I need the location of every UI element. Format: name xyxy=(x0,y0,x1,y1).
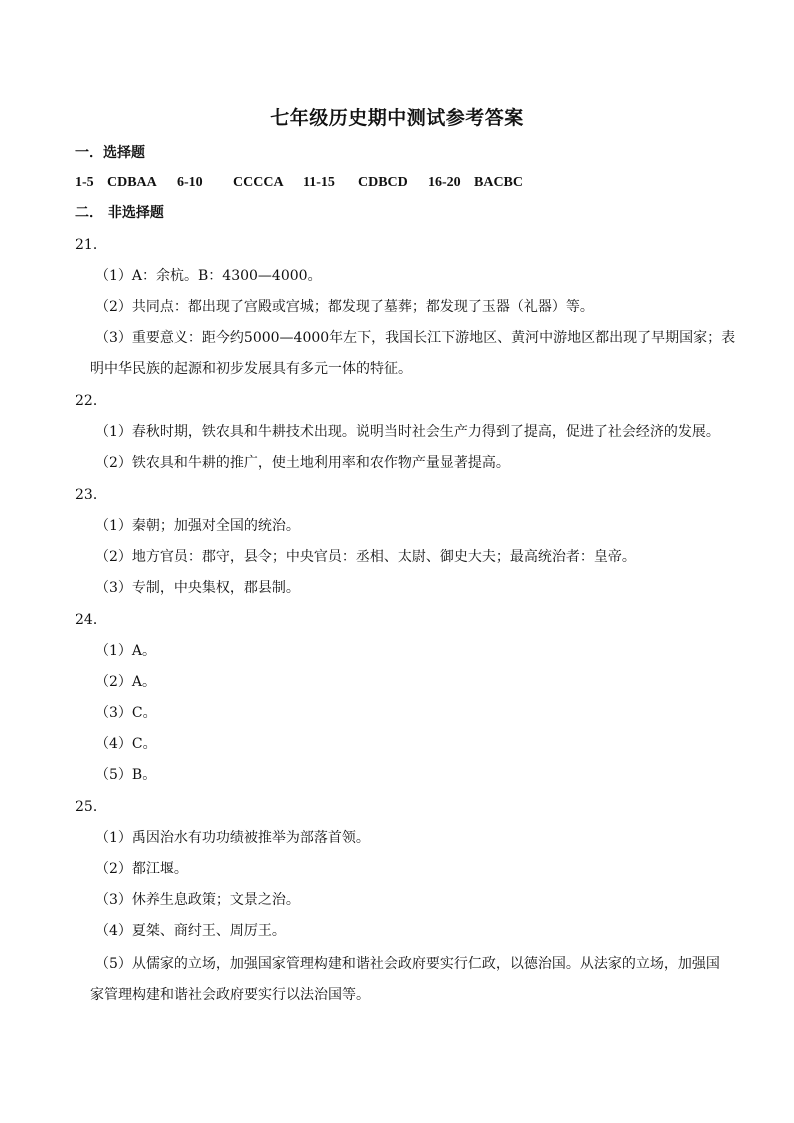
q25-answer-2: （2）都江堰。 xyxy=(95,861,188,877)
question-24-number: 24． xyxy=(75,612,107,628)
page-title: 七年级历史期中测试参考答案 xyxy=(270,107,524,129)
q24-answer-5: （5）B。 xyxy=(95,767,157,783)
mc-letters-1: CDBAA xyxy=(107,175,157,190)
mc-letters-3: CDBCD xyxy=(358,175,408,190)
q25-answer-5-line-1: （5）从儒家的立场，加强国家管理构建和谐社会政府要实行仁政，以德治国。从法家的立场，加强国 xyxy=(95,956,720,972)
q22-answer-1: （1）春秋时期，铁农具和牛耕技术出现。说明当时社会生产力得到了提高，促进了社会经济的发展。 xyxy=(95,424,720,440)
q25-answer-5-line-2: 家管理构建和谐社会政府要实行以法治国等。 xyxy=(90,987,370,1003)
q21-answer-3-line-2: 明中华民族的起源和初步发展具有多元一体的特征。 xyxy=(90,361,412,377)
q24-answer-3: （3）C。 xyxy=(95,705,157,721)
q23-answer-2: （2）地方官员：郡守，县令；中央官员：丞相、太尉、御史大夫；最高统治者：皇帝。 xyxy=(95,549,636,565)
q23-answer-3: （3）专制，中央集权，郡县制。 xyxy=(95,580,300,596)
multiple-choice-answers xyxy=(75,173,523,193)
section-2-heading: 二． 非选择题 xyxy=(75,205,164,221)
q24-answer-1: （1）A。 xyxy=(95,643,157,659)
mc-range-1: 1-5 xyxy=(75,175,94,190)
q21-answer-2: （2）共同点：都出现了宫殿或宫城；都发现了墓葬；都发现了玉器（礼器）等。 xyxy=(95,299,594,315)
q25-answer-4: （4）夏桀、商纣王、周厉王。 xyxy=(95,923,286,939)
question-25-number: 25． xyxy=(75,799,107,815)
mc-range-4: 16-20 xyxy=(428,175,461,190)
question-22-number: 22． xyxy=(75,393,107,409)
q21-answer-1: （1）A：余杭。B：4300—4000。 xyxy=(95,268,322,284)
section-1-heading: 一．选择题 xyxy=(75,145,145,161)
mc-letters-4: BACBC xyxy=(474,175,524,190)
mc-range-3: 11-15 xyxy=(303,175,335,190)
q25-answer-1: （1）禹因治水有功功绩被推举为部落首领。 xyxy=(95,830,370,846)
q23-answer-1: （1）秦朝；加强对全国的统治。 xyxy=(95,518,300,534)
question-23-number: 23． xyxy=(75,487,107,503)
mc-letters-2: CCCCA xyxy=(233,175,284,190)
q21-answer-3-line-1: （3）重要意义：距今约5000—4000年左下，我国长江下游地区、黄河中游地区都出现了早期国家；表 xyxy=(95,330,736,346)
q24-answer-2: （2）A。 xyxy=(95,674,157,690)
q22-answer-2: （2）铁农具和牛耕的推广，使土地利用率和农作物产量显著提高。 xyxy=(95,455,510,471)
q25-answer-3: （3）休养生息政策；文景之治。 xyxy=(95,892,300,908)
q24-answer-4: （4）C。 xyxy=(95,736,157,752)
mc-range-2: 6-10 xyxy=(177,175,203,190)
question-21-number: 21． xyxy=(75,237,107,253)
